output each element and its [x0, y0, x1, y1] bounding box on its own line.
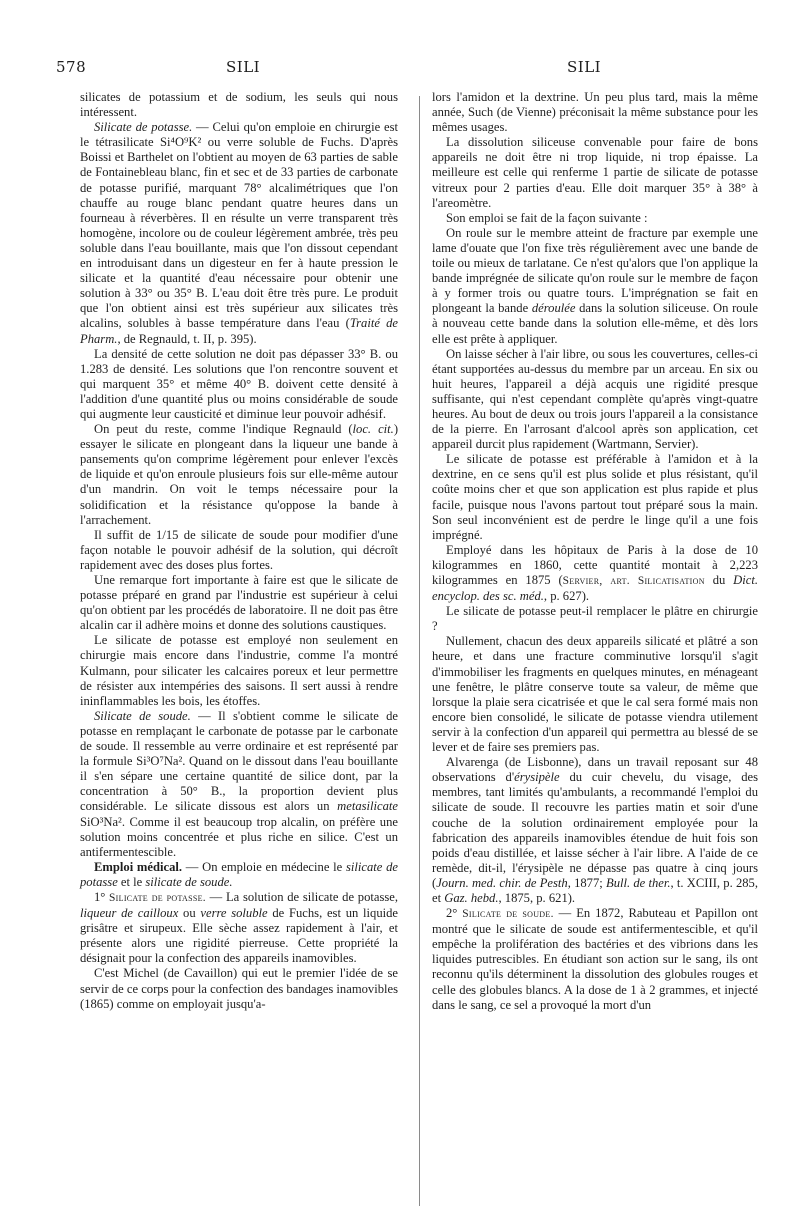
term: silicate de soude. — [145, 874, 233, 889]
text: ou — [178, 906, 201, 921]
text: — Celui qu'on emploie en chirurgie est le tétrasilicate Si⁴O⁹K² ou verre soluble de Fuchs. D'après Boissi et Barthelet on l'obtient au moyen de 63 parties de sable de Fontainebleau blanc, fin et sec et de 33 parties de carbonate de potasse purifié, marquant 78° alcalimétriques que l'on chauffe au rouge blanc pendant quatre heures dans un fourneau à réverbères. Il en résulte un verre transparent très homogène, incolore ou de couleur légèrement ambrée, très peu soluble dans l'eau bouillante, mais que l'on dissout cependant en introduisant dans un digesteur en fer à haute pression le silicate et la quantité d'eau nécessaire pour obtenir une solution à 33° ou 35° B. L'eau doit être très pure. Le produit que l'on obtient ainsi est très supérieur aux silicates très alcalins, solubles à basse température dans l'eau ( — [80, 120, 398, 331]
citation: Bull. de ther. — [606, 875, 671, 890]
section-heading: Emploi médical. — [94, 859, 183, 874]
text: dans la solution siliceuse. On roule à nouveau cette bande dans la solution elle-même, et dès lors elle est prête à appliquer. — [432, 301, 758, 346]
text: On peut du reste, comme l'indique Regnauld ( — [94, 422, 353, 437]
text: — On emploie en médecine le — [182, 859, 346, 874]
running-title-right: SILI — [567, 58, 602, 76]
right-column — [432, 90, 758, 1013]
paragraph: lors l'amidon et la dextrine. Un peu plus tard, mais la même année, Such (de Vienne) préconisait la même substance pour les mêmes usages. — [432, 90, 758, 135]
paragraph: Une remarque fort importante à faire est que le silicate de potasse préparé en grand par l'industrie est supérieur à celui qu'on obtient par les procédés de laboratoire. Il ne doit pas être alcalin car il adhère moins et donne des solutions caustiques. — [80, 573, 398, 633]
term: liqueur de cailloux — [80, 906, 179, 921]
section-heading: Silicate de potasse. — [109, 891, 206, 904]
text: , t. XCIII, p. 285, et — [432, 875, 758, 905]
paragraph-silicate-potasse — [80, 120, 398, 346]
term: metasilicate — [337, 799, 398, 814]
term: verre soluble — [200, 906, 268, 921]
text: et le — [117, 874, 146, 889]
text: du — [704, 573, 734, 587]
paragraph-silicate-soude — [80, 709, 398, 860]
paragraph: Le silicate de potasse peut-il remplacer le plâtre en chirurgie ? — [432, 604, 758, 634]
paragraph-emploi-medical — [80, 860, 398, 890]
paragraph: C'est Michel (de Cavaillon) qui eut le premier l'idée de se servir de ce corps pour la confection des bandages inamovibles (1865) comme on employait jusqu'a- — [80, 966, 398, 1011]
paragraph — [432, 543, 758, 604]
citation: Traité de Pharm. — [80, 316, 398, 346]
paragraph — [80, 422, 398, 528]
citation: Journ. med. chir. de Pesth — [436, 875, 568, 890]
section-heading: Silicate de soude. — [94, 708, 191, 723]
citation: loc. cit. — [352, 422, 394, 437]
paragraph: Son emploi se fait de la façon suivante : — [446, 210, 648, 225]
paragraph-2-silicate-soude — [432, 906, 758, 1013]
paragraph: silicates de potassium et de sodium, les seuls qui nous intéressent. — [80, 90, 398, 120]
column-divider — [419, 96, 420, 1206]
paragraph: La dissolution siliceuse convenable pour faire de bons appareils ne doit être ni trop liquide, ni trop épaisse. La meilleure est celle qui renferme 1 partie de silicate de potasse vitreux pour 2 parties d'eau. Elle doit marquer 35° à 38° à l'areomètre. — [432, 135, 758, 210]
paragraph — [432, 755, 758, 906]
paragraph — [432, 226, 758, 347]
text: , p. 627). — [543, 589, 590, 604]
text: 1° — [94, 889, 110, 904]
text: — La solution de silicate de potasse, — [205, 889, 398, 904]
text: — Il s'obtient comme le silicate de potasse en remplaçant le carbonate de potasse par le carbonate de soude. Il ressemble au verre ordinaire et est représenté par la formule Si³O⁷Na². Quand on le dissout dans l'eau bouillante il s'en sépare une certaine quantité de silice dont, par la concentration à 50° B., la proportion devient plus considérable. Le silicate dissous est alors un — [80, 708, 398, 814]
text: — En 1872, Rabuteau et Papillon ont montré que le silicate de soude est antifermentescible, et qu'il empêche la prolifération des bactéries et des vibrions dans les liquides putrescibles. En étudiant son action sur le sang, ils ont reconnu qu'ils déterminent la dissolution des globules rouges et celle des globules blancs. A la dose de 1 à 2 grammes, et injecté dans le sang, ce sel a provoqué la mort d'un — [432, 906, 759, 1012]
paragraph-1-silicate-potasse — [80, 890, 398, 966]
text: Employé dans les hôpitaux de Paris à la dose de 10 kilogrammes en 1860, cette quantité montait à 2,223 kilogrammes en 1875 ( — [432, 542, 758, 587]
term: déroulée — [531, 301, 576, 316]
section-heading: Silicate de soude. — [462, 908, 554, 921]
paragraph: Nullement, chacun des deux appareils silicaté et plâtré a son heure, et dans une fracture comminutive lorsqu'il s'agit d'immobiliser les fragments en quelques minutes, en ménageant une fenêtre, le plâtre conserve toute sa valeur, de même que lorsque la plaie sera cicatrisée et que le cal sera formé mais non encore bien consolidé, le silicate de potasse viendra utilement servir à la confection d'un appareil qui permettra au blessé de se lever et de faire ses premiers pas. — [432, 634, 758, 755]
term: érysipèle — [514, 770, 560, 785]
paragraph: Le silicate de potasse est employé non seulement en chirurgie mais encore dans l'industrie, comme l'a montré Kulmann, pour silicater les calcaires poreux et leur permettre de résister aux intempéries des saisons. Il sert aussi à rendre ininflammables les bois, les étoffes. — [80, 633, 398, 708]
citation: Gaz. hebd. — [444, 890, 499, 905]
paragraph: La densité de cette solution ne doit pas dépasser 33° B. ou 1.283 de densité. Les solutions que l'on rencontre souvent et qui marquent 35° et même 40° B. doivent cette densité à l'addition d'une quantité plus ou moins considérable de soude qui augmente leur causticité et diminue leur pouvoir adhésif. — [80, 346, 398, 421]
running-title-left: SILI — [226, 58, 261, 76]
page-number: 578 — [56, 58, 87, 76]
text: , 1877; — [567, 875, 607, 890]
text: Alvarenga (de Lisbonne), dans un travail reposant sur 48 observations d' — [432, 755, 758, 785]
text: 2° — [446, 906, 463, 921]
text: ) essayer le silicate en plongeant dans la liqueur une bande à pansements qu'on comprime légèrement pour enlever l'excès de liquide et qu'on enroule plusieurs fois sur elle-même autour d'un mandrin. On voit le temps nécessaire pour la solidification et la résistance qu'oppose la bande à l'arrachement. — [80, 422, 399, 527]
left-column — [80, 90, 398, 1012]
paragraph: On laisse sécher à l'air libre, ou sous les couvertures, celles-ci étant supportées au-dessus du membre par un arceau. En six ou huit heures, l'appareil a déjà acquis une rigidité presque suffisante, qui n'est cependant complète qu'après vingt-quatre heures. Au bout de deux ou trois jours l'appareil a la consistance de la pierre. En l'arrosant d'alcool après son application, cet appareil durcit plus rapidement (Wartmann, Servier). — [432, 346, 758, 452]
text: , de Regnauld, t. II, p. 395). — [117, 331, 257, 346]
text: SiO³Na². Comme il est beaucoup trop alcalin, on préfère une solution moins concentrée et plus riche en silice. C'est un antifermentescible. — [80, 814, 398, 859]
section-heading: Silicate de potasse. — [94, 120, 193, 135]
text: , 1875, p. 621). — [498, 890, 576, 905]
citation: Dict. encyclop. des sc. méd. — [432, 573, 759, 604]
paragraph: Il suffit de 1/15 de silicate de soude pour modifier d'une façon notable le pouvoir adhésif de la solution, qui décroît rapidement avec des doses plus fortes. — [80, 527, 398, 572]
citation: Servier, art. Silicatisation — [562, 575, 705, 587]
text: du cuir chevelu, du visage, des membres, tant limités qu'ambulants, a recommandé l'emploi du silicate de soude. Il recouvre les parties matin et soir d'une couche de la solution ordinairement employée pour la fabrication des appareils inamovibles étendue de huit fois son poids d'eau distillée, et laisse sécher à l'air libre. A l'aide de ce remède, dit-il, l'érysipèle ne dépasse pas quatre à cinq jours ( — [432, 770, 759, 890]
text: de Fuchs, est un liquide grisâtre et sirupeux. Elle sèche assez rapidement à l'air, et présente alors une rigidité pierreuse. Cette propriété la désignait pour la confection des appareils inamovibles. — [80, 906, 398, 966]
term: silicate de potasse — [80, 859, 398, 889]
paragraph: Le silicate de potasse est préférable à l'amidon et à la dextrine, en ce sens qu'il est plus solide et plus résistant, qu'il coûte moins cher et que son application est plus rapide et plus facile, puisque nous l'avons partout tout préparé sous la main. Son seul inconvénient est de perdre le linge qu'il a une fois imprégné. — [432, 452, 758, 542]
text: On roule sur le membre atteint de fracture par exemple une lame d'ouate que l'on fixe très régulièrement avec une bande de toile ou mieux de tarlatane. Ce n'est qu'alors que l'on applique la bande imprégnée de silicate qu'on roule sur le membre de façon à y former trois ou quatre tours. L'imprégnation se fait en plongeant la bande — [432, 225, 758, 316]
